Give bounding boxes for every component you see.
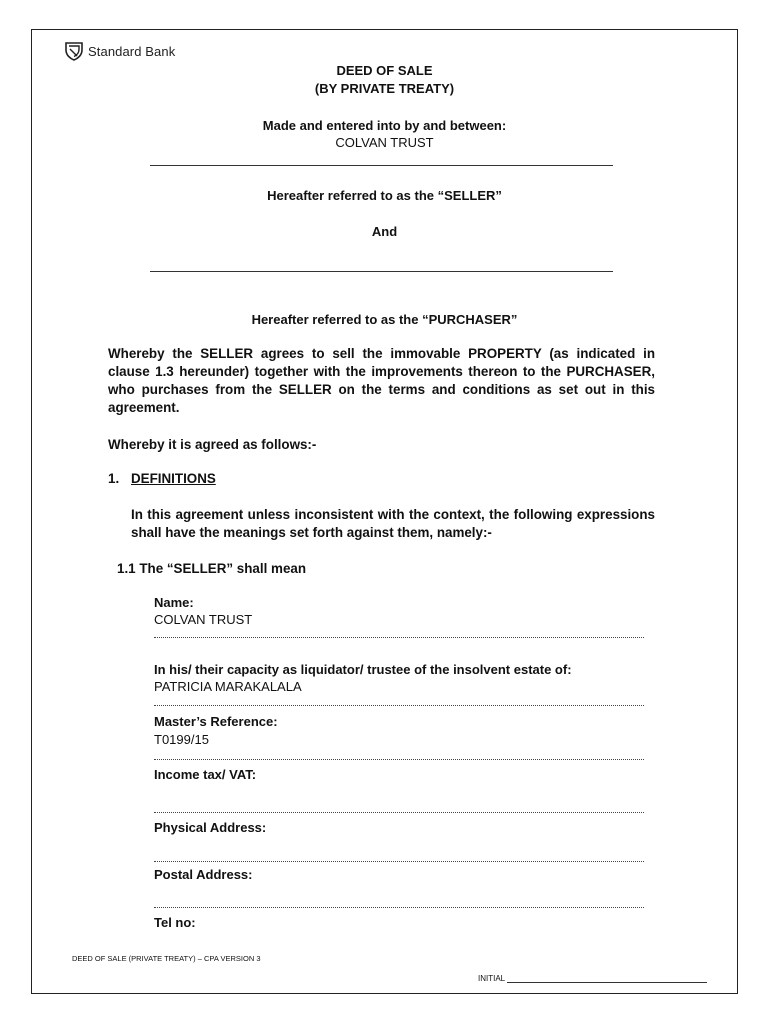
master-label: Master’s Reference: [154, 714, 278, 729]
physical-address-dotted-line[interactable] [154, 861, 644, 862]
tax-dotted-line[interactable] [154, 812, 644, 813]
postal-address-label: Postal Address: [154, 867, 253, 882]
initial-field[interactable] [478, 974, 707, 983]
document-page [31, 29, 738, 994]
shield-logo-icon [64, 41, 84, 61]
initial-label: INITIAL [478, 974, 506, 983]
master-dotted-line [154, 759, 644, 760]
clause-1-1: 1.1 The “SELLER” shall mean [117, 561, 307, 576]
purchaser-reference: Hereafter referred to as the “PURCHASER” [251, 312, 518, 327]
name-label: Name: [154, 595, 194, 610]
and-text: And [371, 224, 398, 239]
capacity-dotted-line [154, 705, 644, 706]
tel-label: Tel no: [154, 915, 196, 930]
definitions-intro: In this agreement unless inconsistent with the context, the following expressions shall have the meanings set forth against them, namely:- [131, 507, 655, 540]
initial-line[interactable] [507, 974, 707, 983]
bank-logo [64, 40, 175, 62]
made-between: Made and entered into by and between: [262, 118, 507, 133]
whereby-sell-paragraph: Whereby the SELLER agrees to sell the immovable PROPERTY (as indicated in clause 1.3 hereunder) together with the improvements thereon to the PURCHASER, who purchases from the SELLER on the terms and conditions as set out in this agreement. [108, 346, 655, 415]
master-value[interactable]: T0199/15 [154, 732, 209, 747]
footer-version: DEED OF SALE (PRIVATE TREATY) – CPA VERSION 3 [72, 954, 261, 963]
purchaser-line [150, 271, 613, 272]
section-title: DEFINITIONS [131, 471, 216, 486]
tax-label: Income tax/ VAT: [154, 767, 257, 782]
logo-text: Standard Bank [88, 43, 176, 59]
doc-subtitle: (BY PRIVATE TREATY) [314, 81, 455, 96]
seller-reference: Hereafter referred to as the “SELLER” [267, 188, 502, 203]
capacity-label: In his/ their capacity as liquidator/ trustee of the insolvent estate of: [154, 662, 572, 677]
seller-name-heading: COLVAN TRUST [335, 135, 434, 150]
name-dotted-line [154, 637, 644, 638]
doc-title: DEED OF SALE [336, 63, 433, 78]
name-value[interactable]: COLVAN TRUST [154, 612, 253, 627]
whereby-agreed: Whereby it is agreed as follows:- [108, 437, 317, 452]
physical-address-label: Physical Address: [154, 820, 267, 835]
seller-line [150, 165, 613, 166]
section-number: 1. [108, 471, 120, 486]
postal-address-dotted-line[interactable] [154, 907, 644, 908]
capacity-value[interactable]: PATRICIA MARAKALALA [154, 679, 302, 694]
